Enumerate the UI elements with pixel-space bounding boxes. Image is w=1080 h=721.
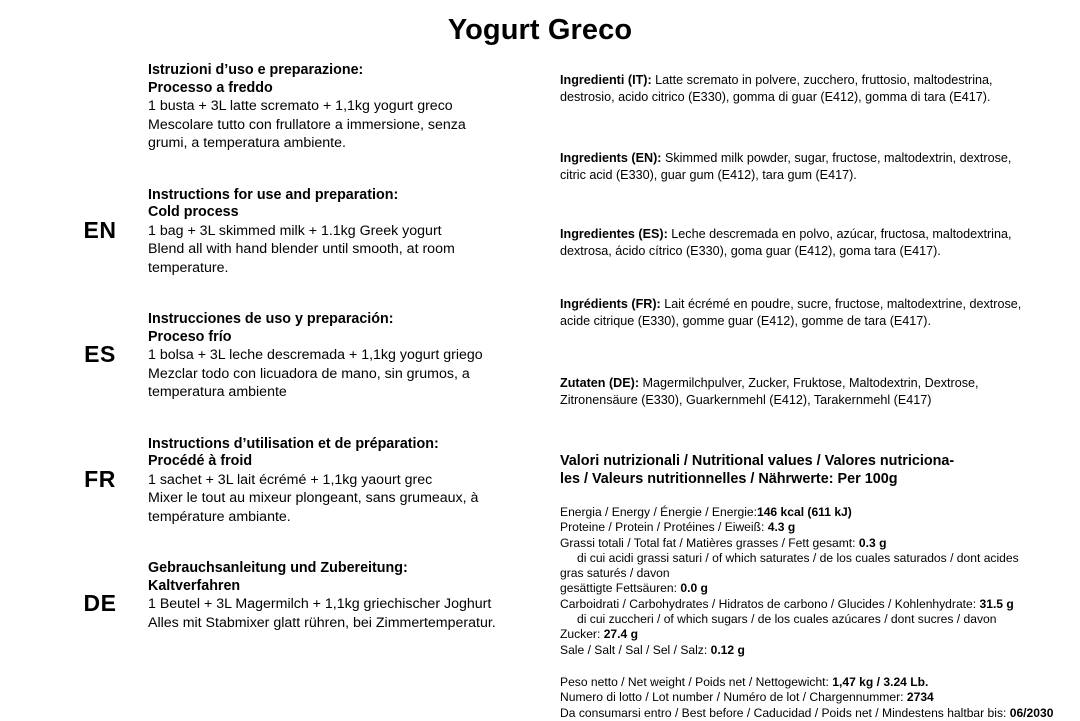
instruction-line1-en: 1 bag + 3L skimmed milk + 1.1kg Greek yogurt <box>148 222 442 239</box>
footer-value-lot: 2734 <box>906 690 934 705</box>
instruction-heading-line1-it: Istruzioni d’uso e preparazione: <box>148 62 364 78</box>
nutrition-label-sugars: Zucker: <box>560 627 601 642</box>
instruction-heading-line1-de: Gebrauchsanleitung und Zubereitung: <box>148 560 408 576</box>
nutrition-label-fat: Grassi totali / Total fat / Matières grasses / Fett gesamt: <box>560 535 856 550</box>
instruction-line2-fr: Mixer le tout au mixeur plongeant, sans grumeaux, à <box>148 490 479 506</box>
lang-tag-es: ES <box>84 341 116 367</box>
ingredients-label-es: Ingredientes (ES): <box>560 227 668 241</box>
instruction-heading-line2-es: Proceso frío <box>148 328 232 345</box>
ingredients-it <box>560 72 1030 105</box>
nutrition-row-sugars <box>560 627 1030 642</box>
ingredients-en <box>560 150 1030 183</box>
ingredients-text-fr: Lait écrémé en poudre, sucre, fructose, maltodextrine, dextrose, acide citrique (E330), gomme guar (E412), gomme de tara (E417). <box>560 297 1022 328</box>
nutrition-value-saturates: 0.0 g <box>680 581 708 596</box>
nutrition-label-carbs: Carboidrati / Carbohydrates / Hidratos de carbono / Glucides / Kohlenhydrate: <box>560 596 977 611</box>
instruction-line1-it: 1 busta + 3L latte scremato + 1,1kg yogurt greco <box>148 98 453 114</box>
nutrition-label-saturates: gesättigte Fettsäuren: <box>560 581 677 596</box>
footer-label-net-weight: Peso netto / Net weight / Poids net / Nettogewicht: <box>560 674 829 689</box>
lang-tag-en: EN <box>83 216 117 243</box>
instruction-heading-line2-fr: Procédé à froid <box>148 453 253 469</box>
nutrition-label-salt: Sale / Salt / Sal / Sel / Salz: <box>560 642 708 657</box>
footer-value-best-before: 06/2030 <box>1009 705 1054 720</box>
nutrition-title-line2: les / Valeurs nutritionnelles / Nährwerte: Per 100g <box>560 471 898 487</box>
instruction-heading-line1-es: Instrucciones de uso y preparación: <box>148 311 394 327</box>
ingredients-label-it: Ingredienti (IT): <box>560 73 652 87</box>
lang-tag-de: DE <box>83 590 117 616</box>
nutrition-saturates-line2: gras saturés / davon <box>560 566 670 581</box>
instruction-line1-fr: 1 sachet + 3L lait écrémé + 1,1kg yaourt grec <box>148 471 433 488</box>
instruction-line2-it: Mescolare tutto con frullatore a immersione, senza <box>148 116 466 133</box>
nutrition-title <box>560 452 990 488</box>
ingredients-nutrition-column <box>560 72 1054 721</box>
nutrition-saturates-line1: di cui acidi grassi saturi / of which saturates / de los cuales saturados / dont acides <box>577 550 1019 565</box>
nutrition-value-sugars: 27.4 g <box>603 627 638 642</box>
instruction-body-en <box>148 187 517 278</box>
instruction-block-it <box>62 62 517 153</box>
nutrition-row-salt <box>560 643 1030 658</box>
footer-label-best-before: Da consumarsi entro / Best before / Caducidad / Poids net / Mindestens haltbar bis: <box>560 705 1007 720</box>
instruction-line3-fr: température ambiante. <box>148 508 291 525</box>
nutrition-title-line1: Valori nutrizionali / Nutritional values / Valores nutriciona- <box>560 453 955 469</box>
instruction-body-es <box>148 311 517 402</box>
ingredients-label-de: Zutaten (DE): <box>560 376 640 390</box>
instruction-block-es <box>62 311 517 402</box>
instruction-line3-it: grumi, a temperatura ambiente. <box>148 135 346 151</box>
instruction-heading-line1-en: Instructions for use and preparation: <box>148 186 399 203</box>
nutrition-row-fat <box>560 536 1030 551</box>
nutrition-row-saturates <box>560 581 1030 596</box>
footer-value-net-weight: 1,47 kg / 3.24 Lb. <box>832 674 929 689</box>
ingredients-label-fr: Ingrédients (FR): <box>560 297 661 311</box>
nutrition-label-energy: Energia / Energy / Énergie / Energie: <box>560 505 757 519</box>
nutrition-value-fat: 0.3 g <box>858 535 887 550</box>
footer-row-best-before <box>560 705 1054 721</box>
footer-row-net-weight <box>560 675 1030 690</box>
instruction-line1-de: 1 Beutel + 3L Magermilch + 1,1kg griechischer Joghurt <box>148 596 492 612</box>
instruction-line2-en: Blend all with hand blender until smooth, at room <box>148 241 455 257</box>
instruction-line2-es: Mezclar todo con licuadora de mano, sin grumos, a <box>148 365 470 382</box>
nutrition-value-salt: 0.12 g <box>710 642 745 657</box>
instruction-heading-line1-fr: Instructions d’utilisation et de préparation: <box>148 435 439 452</box>
instruction-heading-line2-it: Processo a freddo <box>148 79 273 96</box>
nutrition-row-energy <box>560 505 1030 520</box>
nutrition-sugars-line: di cui zuccheri / of which sugars / de los cuales azúcares / dont sucres / davon <box>577 612 997 627</box>
ingredients-text-it: Latte scremato in polvere, zucchero, fruttosio, maltodestrina, destrosio, acido citrico (E330), gomma di guar (E412), gomma di tara (E417). <box>560 73 993 104</box>
instruction-heading-line2-en: Cold process <box>148 204 239 220</box>
instruction-block-de <box>62 560 517 640</box>
ingredients-text-de: Magermilchpulver, Zucker, Fruktose, Maltodextrin, Dextrose, Zitronensäure (E330), Guarkernmehl (E412), Tarakernmehl (E417) <box>560 376 979 407</box>
nutrition-value-carbs: 31.5 g <box>979 596 1014 611</box>
lang-tag-fr: FR <box>84 465 116 492</box>
product-footer <box>560 674 1054 721</box>
nutrition-row-carbs <box>560 597 1030 612</box>
instruction-line2-de: Alles mit Stabmixer glatt rühren, bei Zimmertemperatur. <box>148 614 496 631</box>
instruction-body-fr <box>148 436 517 527</box>
ingredients-de <box>560 375 1030 408</box>
nutrition-value-energy: 146 kcal (611 kJ) <box>756 505 852 519</box>
nutrition-label-protein: Proteine / Protein / Protéines / Eiweiß: <box>560 520 765 535</box>
instruction-body-de <box>148 560 517 632</box>
ingredients-es <box>560 226 1030 259</box>
footer-row-lot <box>560 690 1030 705</box>
instruction-line3-en: temperature. <box>148 259 229 276</box>
footer-label-lot: Numero di lotto / Lot number / Numéro de lot / Chargennummer: <box>560 690 904 705</box>
nutrition-row-protein <box>560 520 1030 535</box>
instruction-block-fr <box>62 436 517 527</box>
ingredients-label-en: Ingredients (EN): <box>560 151 662 165</box>
nutrition-value-protein: 4.3 g <box>767 520 796 535</box>
ingredients-text-es: Leche descremada en polvo, azúcar, fructosa, maltodextrina, dextrosa, ácido cítrico (E330), goma guar (E412), goma tara (E417). <box>560 227 1012 258</box>
ingredients-fr <box>560 296 1030 329</box>
instructions-column <box>62 62 517 640</box>
instruction-line3-es: temperatura ambiente <box>148 384 287 400</box>
instruction-body-it <box>148 62 517 153</box>
instruction-line1-es: 1 bolsa + 3L leche descremada + 1,1kg yogurt griego <box>148 347 483 363</box>
instruction-block-en <box>62 187 517 278</box>
nutrition-table <box>560 505 1030 658</box>
instruction-heading-line2-de: Kaltverfahren <box>148 577 241 594</box>
page-title: Yogurt Greco <box>447 14 633 46</box>
ingredients-text-en: Skimmed milk powder, sugar, fructose, maltodextrin, dextrose, citric acid (E330), guar gum (E412), tara gum (E417). <box>560 151 1012 182</box>
